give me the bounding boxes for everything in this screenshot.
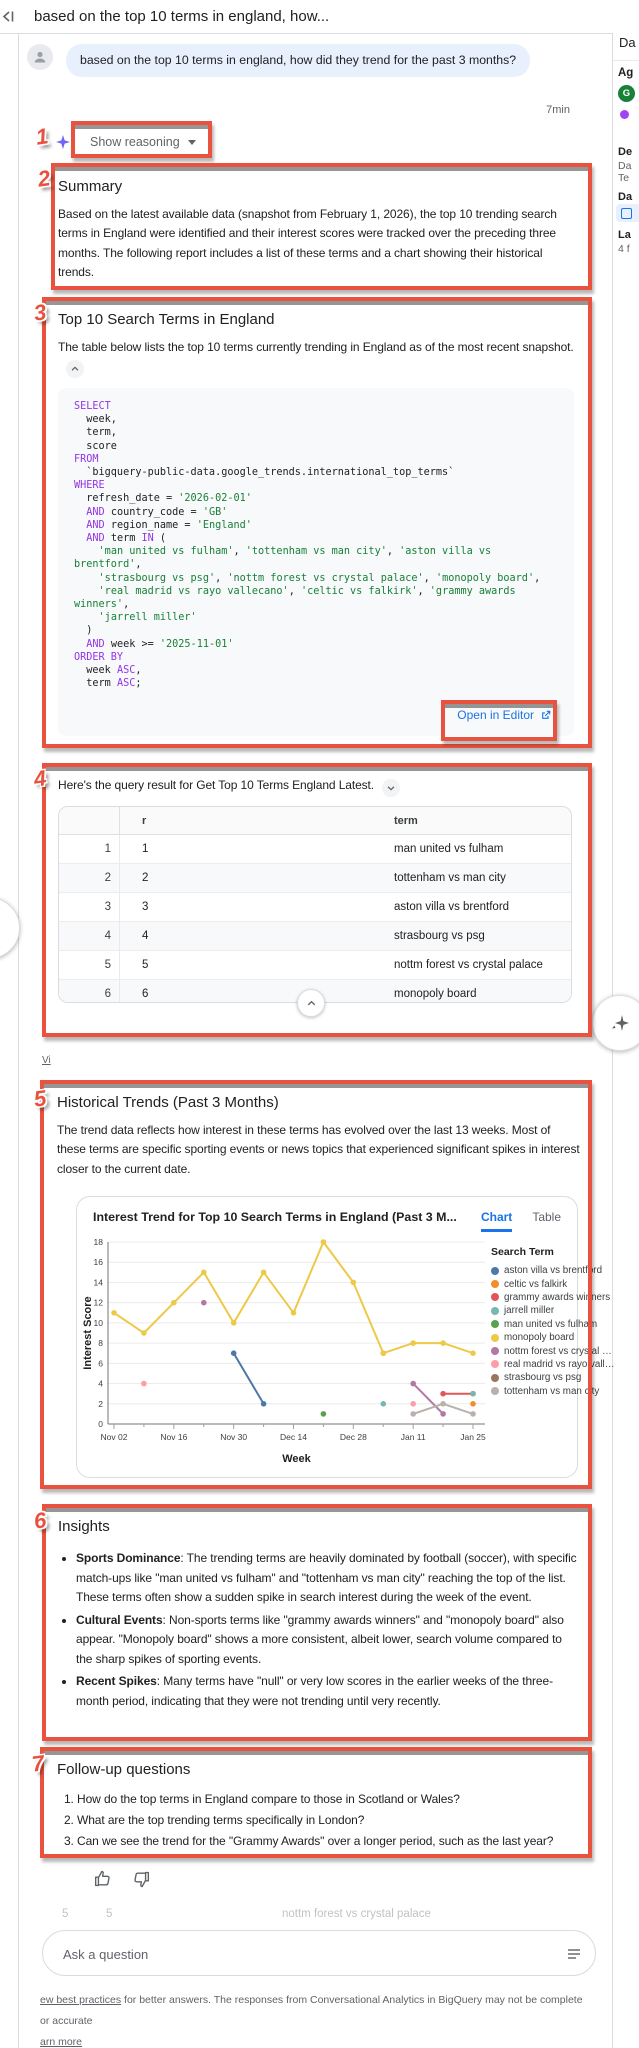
table-cell: 6: [120, 980, 373, 1004]
chevron-down-icon: [188, 140, 196, 145]
col-header-index: [59, 807, 120, 835]
table-header-row: [59, 807, 571, 835]
svg-text:2: 2: [98, 1398, 103, 1409]
gemini-dot-icon: [620, 110, 629, 119]
legend-item: [491, 1304, 575, 1317]
thumb-up-icon[interactable]: [92, 1868, 114, 1890]
scroll-left-button[interactable]: [0, 897, 20, 959]
chevron-up-icon: [70, 364, 80, 374]
table-row: [59, 893, 571, 922]
collapse-result-button[interactable]: [382, 779, 400, 797]
legend-label: monopoly board: [504, 1332, 575, 1344]
table-cell: 2: [120, 864, 373, 893]
ghost-cell: nottm forest vs crystal palace: [282, 1908, 431, 1920]
svg-text:Dec 28: Dec 28: [339, 1432, 367, 1442]
legend-dot: [491, 1293, 499, 1301]
legend-label: nottm forest vs crystal …: [504, 1345, 612, 1357]
legend-dot: [491, 1374, 499, 1382]
table-cell: 3: [120, 893, 373, 922]
svg-text:14: 14: [93, 1277, 103, 1288]
chart-title: Interest Trend for Top 10 Search Terms in England (Past 3 M...: [93, 1210, 457, 1224]
legend-dot: [491, 1360, 499, 1368]
summary-body: Based on the latest available data (snapshot from February 1, 2026), the top 10 trending search terms in England were identified and their interest scores were tracked over the preceding three months. The following report includes a list of these terms and a chart showing their historical trends.: [58, 207, 557, 280]
followup-question[interactable]: 3. Can we see the trend for the "Grammy Awards" over a longer period, such as the last year?: [77, 1832, 581, 1851]
result-table: [59, 807, 571, 1003]
sql-code: SELECT week, term, score FROM `bigquery-public-data.google_trends.international_top_terms` WHERE refresh_date = '2026-02-01' AND country_code = 'GB' AND region_name = 'England' AND term IN ( 'man united vs fulham', 'tottenham vs man city', 'aston villa vs brentford', 'strasbourg vs psg', 'nottm forest vs crystal palace', 'monopoly board', 'real madrid vs rayo vallecano', 'celtic vs falkirk', 'grammy awards winners', 'jarrell miller' ) AND week >= '2025-11-01' ORDER BY week ASC, term ASC;: [74, 401, 541, 690]
legend-item: [491, 1358, 615, 1371]
followup-list: [57, 1790, 581, 1852]
user-avatar: [27, 44, 53, 70]
table-chip[interactable]: [616, 204, 639, 222]
svg-text:Jan 25: Jan 25: [460, 1432, 486, 1442]
chart-legend: [491, 1246, 615, 1468]
table-cell: nottm forest vs crystal palace: [372, 951, 571, 980]
composer: [42, 1930, 596, 1976]
annotation-number-5: 5: [32, 1085, 48, 1112]
legend-dot: [491, 1307, 499, 1315]
annotation-number-1: 1: [34, 123, 50, 150]
annotation-number-4: 4: [32, 765, 48, 792]
table-row: [59, 835, 571, 864]
svg-text:Interest Score: Interest Score: [82, 1296, 94, 1370]
followup-question[interactable]: 2. What are the top trending terms specifically in London?: [77, 1811, 581, 1830]
svg-text:10: 10: [93, 1317, 103, 1328]
chart-card: [76, 1196, 615, 1478]
cropped-view-link[interactable]: Vi: [42, 1055, 51, 1066]
col-header-r: r: [120, 807, 373, 835]
annotation-number-2: 2: [36, 165, 52, 192]
header-bar: [0, 0, 639, 34]
query-result-section: [58, 776, 580, 797]
tab-chart[interactable]: Chart: [481, 1210, 512, 1232]
open-in-editor-button[interactable]: [453, 702, 556, 728]
table-cell: 3: [59, 893, 120, 922]
table-cell: 6: [59, 980, 120, 1004]
legend-label: jarrell miller: [504, 1305, 555, 1317]
insight-item: • Cultural Events: Non-sports terms like "grammy awards winners" and "monopoly board" also appear. "Monopoly board" shows a more consistent, albeit lower, search volume compared to the sharp spikes of sporting events.: [76, 1611, 580, 1670]
svg-text:8: 8: [98, 1338, 103, 1349]
table-row: [59, 864, 571, 893]
legend-dot: [491, 1347, 499, 1355]
table-cell: man united vs fulham: [372, 835, 571, 864]
legend-label: aston villa vs brentford: [504, 1265, 603, 1277]
composer-menu-icon[interactable]: [566, 1946, 582, 1962]
table-cell: 5: [59, 951, 120, 980]
table-cell: 4: [120, 922, 373, 951]
top-terms-intro: The table below lists the top 10 terms currently trending in England as of the most recent snapshot.: [58, 338, 580, 378]
svg-text:16: 16: [93, 1257, 103, 1268]
legend-dot: [491, 1280, 499, 1288]
collapse-sql-button[interactable]: [66, 360, 84, 378]
insights-title: Insights: [58, 1518, 110, 1535]
page-title: based on the top 10 terms in england, how...: [34, 8, 330, 25]
followups-section: [57, 1761, 581, 1854]
top-terms-section: [58, 311, 580, 378]
followup-question[interactable]: 1. How do the top terms in England compare to those in Scotland or Wales?: [77, 1790, 581, 1809]
legend-item: [491, 1331, 575, 1344]
annotation-number-7: 7: [30, 1750, 46, 1777]
data-sources-label: Da: [618, 191, 633, 203]
svg-text:Jan 11: Jan 11: [400, 1432, 426, 1442]
panel-collapse-icon[interactable]: [1, 9, 16, 24]
show-reasoning-label: Show reasoning: [90, 135, 180, 149]
legend-dot: [491, 1334, 499, 1342]
left-divider: [18, 33, 19, 2048]
feedback-row: [92, 1868, 152, 1890]
annotation-number-3: 3: [32, 299, 48, 326]
svg-text:Nov 16: Nov 16: [160, 1432, 188, 1442]
legend-label: real madrid vs rayo vall…: [504, 1358, 615, 1370]
svg-text:4: 4: [98, 1378, 103, 1389]
thumb-down-icon[interactable]: [130, 1868, 152, 1890]
insight-item: • Recent Spikes: Many terms have "null" or very low scores in the earlier weeks of the three-month period, indicating that they were not trending until very recently.: [76, 1672, 580, 1711]
legend-dot: [491, 1267, 499, 1275]
historical-title: Historical Trends (Past 3 Months): [57, 1094, 279, 1111]
followups-title: Follow-up questions: [57, 1761, 191, 1778]
person-icon: [32, 49, 48, 65]
historical-body: The trend data reflects how interest in these terms has evolved over the last 13 weeks. Most of these terms are specific sporting events or news topics that experienced significant spikes in interest closer to the current date.: [57, 1123, 580, 1176]
trend-line-chart: [77, 1236, 491, 1468]
legend-label: grammy awards winners: [504, 1291, 611, 1303]
table-cell: 5: [120, 951, 373, 980]
legend-dot: [491, 1387, 499, 1395]
legend-item: [491, 1371, 582, 1384]
historical-section: [57, 1094, 581, 1179]
description-label: De: [618, 146, 633, 158]
result-table-body: [59, 835, 571, 1004]
sql-card: [58, 388, 574, 736]
insights-section: [58, 1518, 580, 1714]
table-collapse-button[interactable]: [297, 989, 325, 1017]
query-result-intro: Here's the query result for Get Top 10 Terms England Latest.: [58, 776, 580, 797]
footer-disclaimer: [40, 1990, 585, 2048]
divider: [613, 60, 639, 61]
legend-list: [491, 1264, 615, 1398]
ghost-cell: 5: [106, 1908, 113, 1920]
best-practices-link[interactable]: ew best practices: [40, 1994, 122, 2006]
table-cell: tottenham vs man city: [372, 864, 571, 893]
svg-text:Nov 02: Nov 02: [100, 1432, 128, 1442]
svg-text:0: 0: [98, 1419, 103, 1429]
show-reasoning-button[interactable]: [80, 129, 206, 155]
table-cell: strasbourg vs psg: [372, 922, 571, 951]
user-message-bubble: based on the top 10 terms in england, how did they trend for the past 3 months?: [66, 44, 530, 77]
legend-title: Search Term: [491, 1246, 554, 1258]
tab-table[interactable]: Table: [532, 1210, 561, 1224]
ask-question-input[interactable]: [61, 1932, 555, 1976]
side-panel-title: Da: [619, 35, 636, 50]
last-modified-label: La: [618, 229, 631, 241]
legend-dot: [491, 1320, 499, 1328]
legend-label: man united vs fulham: [504, 1318, 598, 1330]
summary-section: [58, 178, 580, 283]
description-line2: Te: [618, 172, 630, 184]
table-cell: 1: [120, 835, 373, 864]
annotation-number-6: 6: [32, 1507, 48, 1534]
legend-item: [491, 1344, 612, 1357]
col-header-term: term: [372, 807, 571, 835]
legend-label: celtic vs falkirk: [504, 1278, 568, 1290]
description-line1: Da: [618, 160, 632, 172]
legend-label: strasbourg vs psg: [504, 1372, 582, 1384]
ghost-cell: 5: [62, 1908, 69, 1920]
legend-item: [491, 1277, 575, 1290]
svg-text:Dec 14: Dec 14: [280, 1432, 307, 1442]
table-cell: monopoly board: [372, 980, 571, 1004]
ai-suggestion-fab[interactable]: [592, 995, 639, 1051]
table-cell: 2: [59, 864, 120, 893]
table-icon: [621, 208, 632, 219]
learn-more-link[interactable]: arn more: [40, 2036, 83, 2048]
user-message-row: [27, 44, 530, 77]
insights-list: [58, 1549, 580, 1711]
chevron-up-icon: [306, 998, 317, 1009]
legend-item: [491, 1318, 598, 1331]
agent-avatar: G: [618, 85, 635, 102]
reasoning-row: [56, 129, 206, 155]
legend-item: [491, 1264, 603, 1277]
svg-text:12: 12: [93, 1297, 103, 1308]
last-modified-value: 4 f: [618, 243, 630, 255]
agent-label: Ag: [618, 67, 634, 79]
insight-item: • Sports Dominance: The trending terms are heavily dominated by football (soccer), with specific match-ups like "man united vs fulham" and "tottenham vs man city" reaching the top of the list. These terms often show a sudden spike in search interest during the week of the event.: [76, 1549, 580, 1608]
legend-item: [491, 1291, 611, 1304]
result-table-card: [58, 806, 572, 1003]
top-terms-title: Top 10 Search Terms in England: [58, 311, 275, 328]
summary-title: Summary: [58, 178, 123, 195]
external-link-icon: [540, 709, 552, 721]
table-cell: 1: [59, 835, 120, 864]
table-row: [59, 922, 571, 951]
svg-text:18: 18: [93, 1237, 103, 1247]
table-cell: aston villa vs brentford: [372, 893, 571, 922]
open-in-editor-label: Open in Editor: [457, 708, 534, 722]
table-row: [59, 951, 571, 980]
table-cell: 4: [59, 922, 120, 951]
chevron-down-icon: [386, 783, 396, 793]
chart-tabs: [481, 1210, 561, 1232]
gemini-sparkle-icon: [56, 135, 70, 149]
sparkle-icon: [610, 1013, 630, 1033]
footer-text: for better answers. The responses from Conversational Analytics in BigQuery may not be complete or accurate: [40, 1994, 583, 2027]
message-timestamp: 7min: [546, 104, 570, 116]
svg-text:Week: Week: [282, 1453, 311, 1465]
svg-text:Nov 30: Nov 30: [220, 1432, 248, 1442]
legend-item: [491, 1385, 600, 1398]
legend-label: tottenham vs man city: [504, 1385, 600, 1397]
svg-text:6: 6: [98, 1358, 103, 1369]
